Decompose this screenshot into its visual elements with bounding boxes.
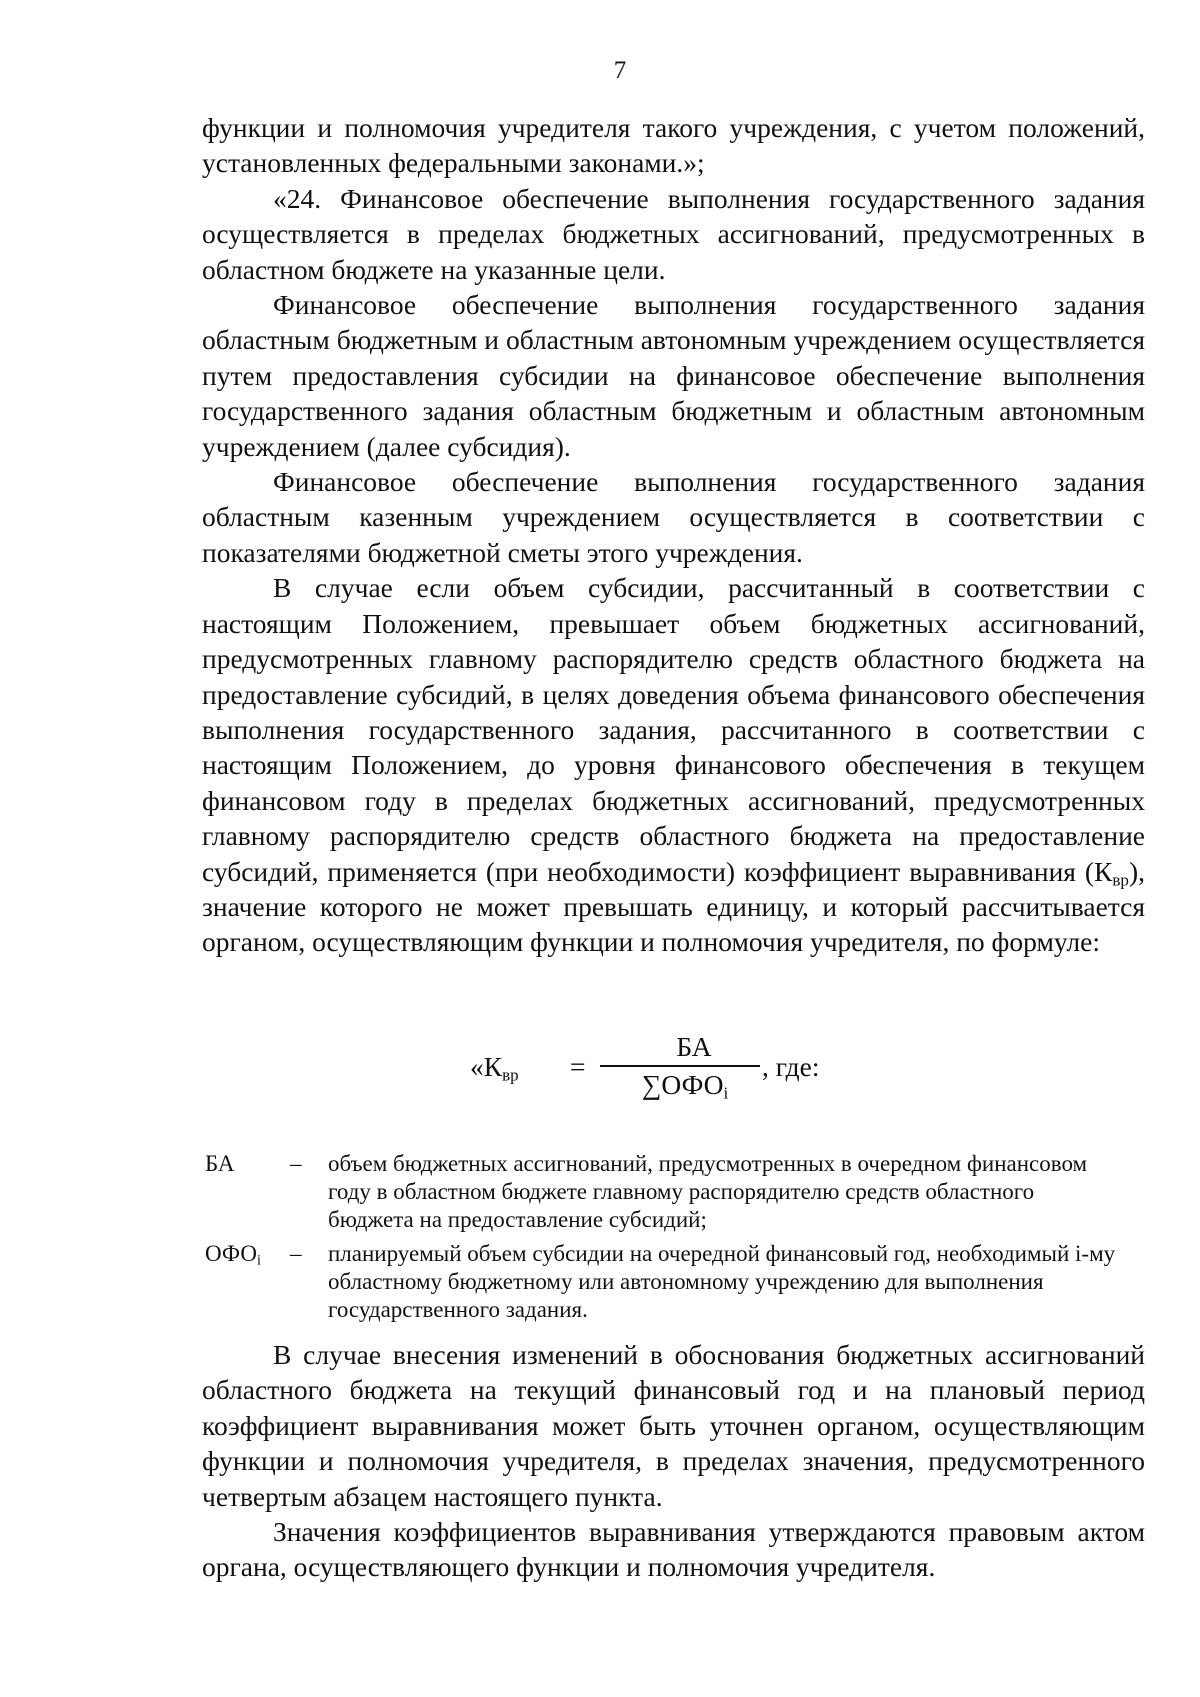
formula-denominator-subscript: i [723, 1083, 729, 1103]
formula-fraction [600, 1030, 760, 1103]
definition-term [205, 1150, 290, 1234]
paragraph [202, 570, 1145, 959]
formula-lhs-text: «К [470, 1051, 503, 1082]
paragraph: Значения коэффициентов выравнивания утверждаются правовым актом органа, осуществляющего функции и полномочия учредителя. [202, 1516, 1145, 1583]
definition-dash: – [290, 1151, 302, 1176]
definitions-list [205, 1150, 1165, 1330]
definition-row [205, 1240, 1165, 1324]
document-body-closing [202, 1337, 1145, 1585]
definition-term-subscript: i [256, 1252, 261, 1269]
paragraph-text: В случае если объем субсидии, рассчитанный в соответствии с настоящим Положением, превышает объем бюджетных ассигнований, предусмотренных главному распорядителю средств областного бюджета на предоставление субсидий, в целях доведения объема финансового обеспечения выполнения государственного задания, рассчитанного в соответствии с настоящим Положением, до уровня финансового обеспечения в текущем финансовом году в пределах бюджетных ассигнований, предусмотренных главному распорядителю средств областного бюджета на предоставление субсидий, применяется (при необходимости) коэффициент выравнивания (К [202, 572, 1145, 887]
page-number: 7 [613, 57, 627, 84]
document-body [202, 110, 1145, 960]
paragraph: В случае внесения изменений в обоснования бюджетных ассигнований областного бюджета на текущий финансовый год и на плановый период коэффициент выравнивания может быть уточнен органом, осуществляющим функции и полномочия учредителя, в пределах значения, предусмотренного четвертым абзацем настоящего пункта. [202, 1339, 1145, 1512]
definition-text: планируемый объем субсидии на очередной финансовый год, необходимый i-му областному бюджетному или автономному учреждению для выполнения государственного задания. [328, 1241, 1116, 1322]
formula-where: , где: [762, 1051, 820, 1082]
formula [470, 1030, 890, 1120]
definition-term-text: БА [205, 1151, 235, 1176]
definition-term-text: ОФО [205, 1241, 257, 1266]
definition-dash: – [290, 1241, 302, 1266]
formula-lhs [470, 1051, 519, 1083]
definition-term [205, 1240, 290, 1324]
paragraph: «24. Финансовое обеспечение выполнения государственного задания осуществляется в пределах бюджетных ассигнований, предусмотренных в областном бюджете на указанные цели. [202, 182, 1145, 285]
paragraph: Финансовое обеспечение выполнения государственного задания областным казенным учреждением осуществляется в соответствии с показателями бюджетной сметы этого учреждения. [202, 466, 1145, 568]
definition-row [205, 1150, 1165, 1234]
formula-numerator: БА [676, 1031, 712, 1062]
definition-text: объем бюджетных ассигнований, предусмотренных в очередном финансовом году в областном бюджете главному распорядителю средств областного бюджета на предоставление субсидий; [328, 1151, 1088, 1232]
formula-denominator [600, 1067, 760, 1103]
formula-lhs-subscript: вр [502, 1065, 519, 1085]
paragraph-text: ), значение которого не может превышать единицу, и который рассчитывается органом, осуществляющим функции и полномочия учредителя, по формуле: [202, 855, 1145, 958]
formula-denominator-text: ∑ОФО [641, 1069, 724, 1100]
formula-equals: = [570, 1051, 586, 1082]
subscript: вр [1112, 869, 1129, 889]
paragraph: функции и полномочия учредителя такого учреждения, с учетом положений, установленных федеральными законами.»; [202, 112, 1145, 179]
paragraph: Финансовое обеспечение выполнения государственного задания областным бюджетным и областным автономным учреждением осуществляется путем предоставления субсидии на финансовое обеспечение выполнения государственного задания областным бюджетным и областным автономным учреждением (далее субсидия). [202, 289, 1145, 462]
